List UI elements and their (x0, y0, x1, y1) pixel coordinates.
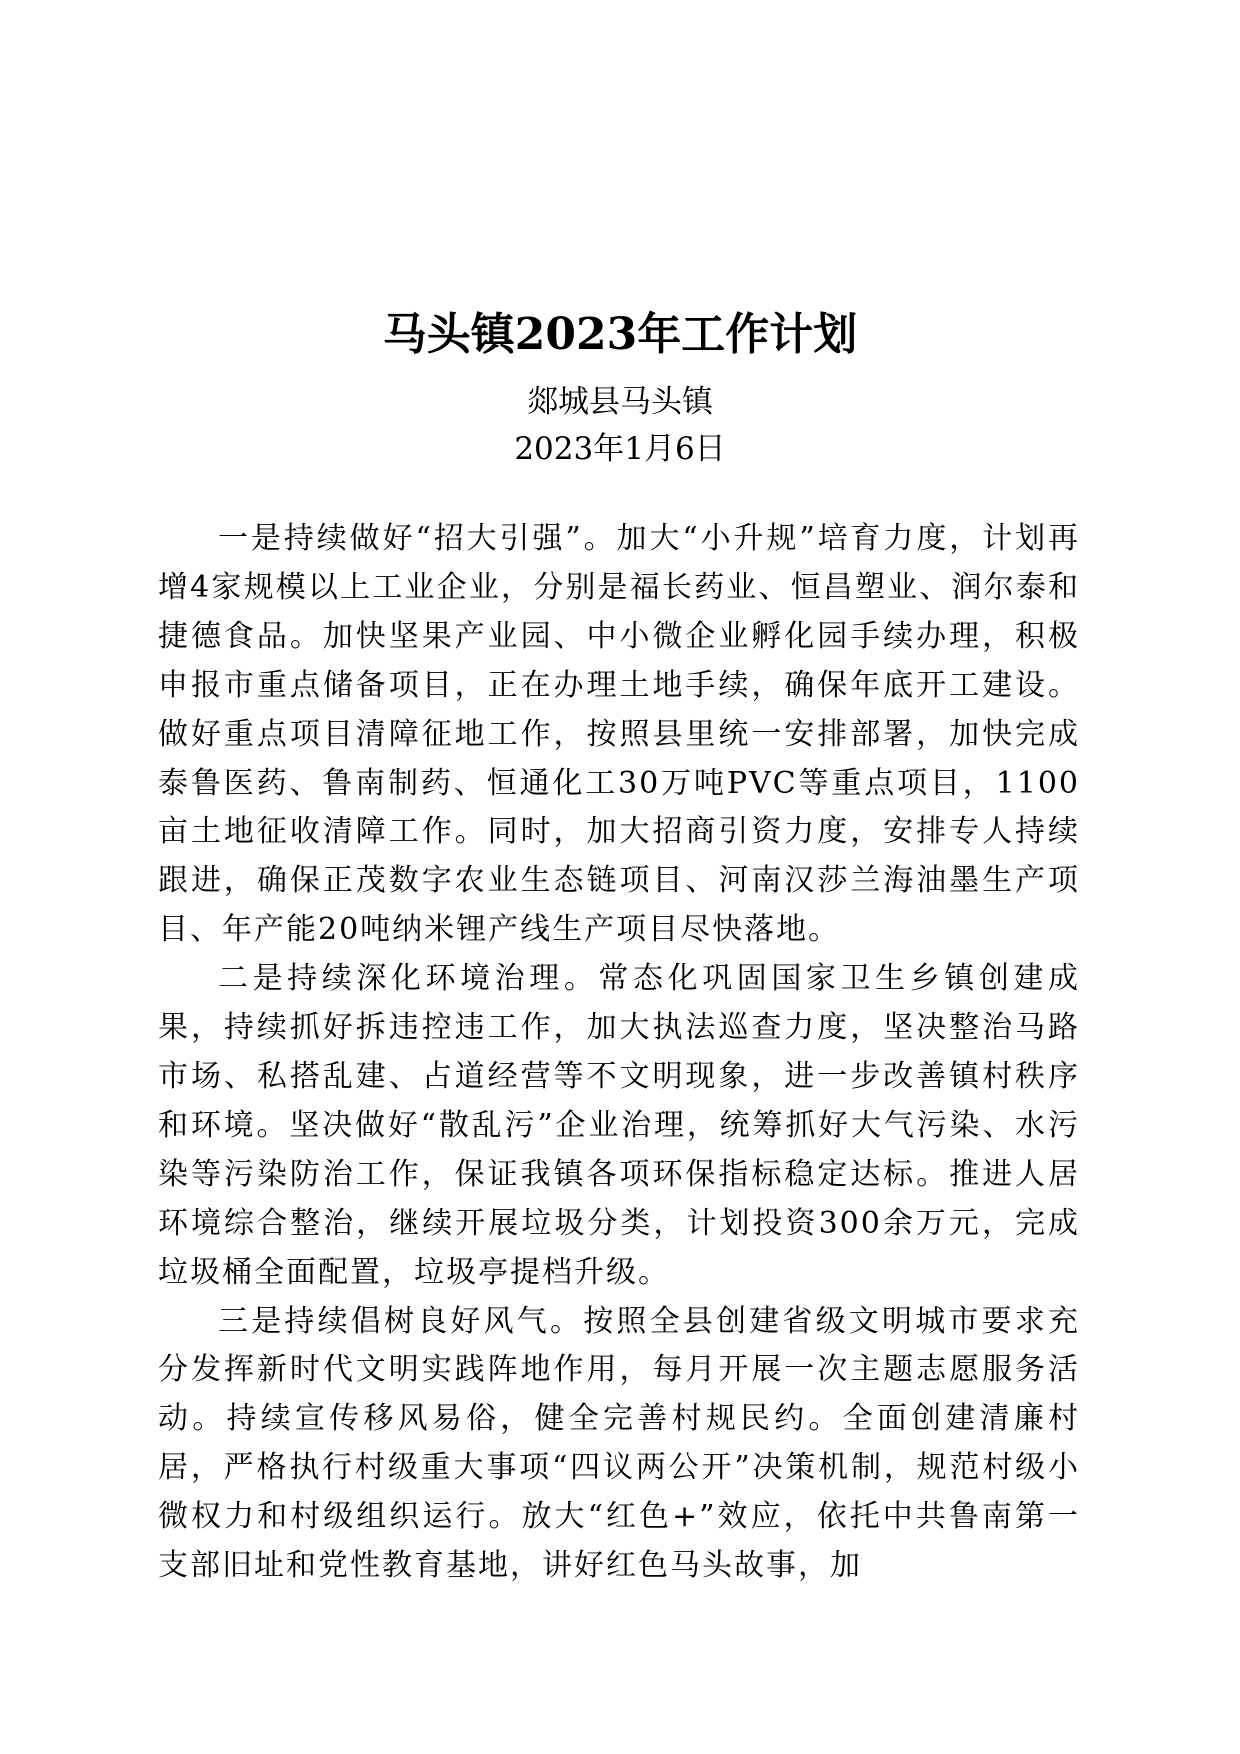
document-date: 2023年1月6日 (514, 431, 726, 467)
paragraph-1: 一是持续做好“招大引强”。加大“小升规”培育力度，计划再增4家规模以上工业企业，分别是福长药业、恒昌塑业、润尔泰和捷德食品。加快坚果产业园、中小微企业孵化园手续办理，积极申报市重点储备项目，正在办理土地手续，确保年底开工建设。做好重点项目清障征地工作，按照县里统一安排部署，加快完成泰鲁医药、鲁南制药、恒通化工30万吨PVC等重点项目，1100亩土地征收清障工作。同时，加大招商引资力度，安排专人持续跟进，确保正茂数字农业生态链项目、河南汉莎兰海油墨生产项目、年产能20吨纳米锂产线生产项目尽快落地。 (158, 521, 1080, 948)
document-body (158, 515, 1080, 1591)
paragraph-3: 三是持续倡树良好风气。按照全县创建省级文明城市要求充分发挥新时代文明实践阵地作用，每月开展一次主题志愿服务活动。持续宣传移风易俗，健全完善村规民约。全面创建清廉村居，严格执行村级重大事项“四议两公开”决策机制，规范村级小微权力和村级组织运行。放大“红色+”效应，依托中共鲁南第一支部旧址和党性教育基地，讲好红色马头故事，加 (158, 1303, 1080, 1584)
document-author: 郯城县马头镇 (527, 384, 713, 420)
paragraph-2: 二是持续深化环境治理。常态化巩固国家卫生乡镇创建成果，持续抓好拆违控违工作，加大执法巡查力度，坚决整治马路市场、私搭乱建、占道经营等不文明现象，进一步改善镇村秩序和环境。坚决做好“散乱污”企业治理，统筹抓好大气污染、水污染等污染防治工作，保证我镇各项环保指标稳定达标。推进人居环境综合整治，继续开展垃圾分类，计划投资300余万元，完成垃圾桶全面配置，垃圾亭提档升级。 (158, 961, 1080, 1290)
document-title: 马头镇2023年工作计划 (382, 309, 858, 360)
